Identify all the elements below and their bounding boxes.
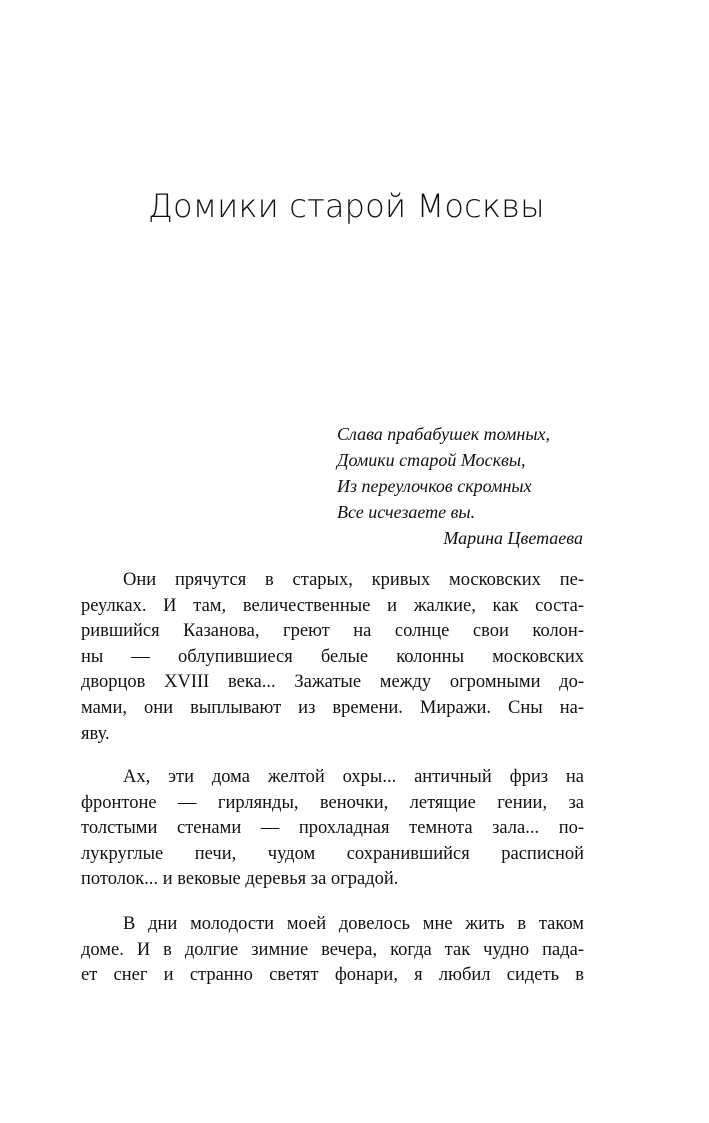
text-line: яву. <box>81 723 110 744</box>
epigraph-line: Все исчезаете вы. <box>337 502 476 522</box>
epigraph-line: Домики старой Москвы, <box>337 450 526 470</box>
text-line: лукруглые печи, чудом сохранившийся расписной <box>81 843 584 864</box>
paragraph-3 <box>81 912 584 989</box>
text-line: Они прячутся в старых, кривых московских пе- <box>123 570 584 590</box>
text-line: толстыми стенами — прохладная темнота зала... по- <box>81 818 584 839</box>
text-line: фронтоне — гирлянды, веночки, летящие гении, за <box>81 792 584 813</box>
text-line: потолок... и вековые деревья за оградой. <box>81 869 399 890</box>
text-line: дворцов XVIII века... Зажатые между огромными до- <box>81 672 584 693</box>
text-line: ет снег и странно светят фонари, я любил сидеть в <box>81 965 584 986</box>
text-line: Ах, эти дома желтой охры... античный фриз на <box>123 767 584 787</box>
epigraph <box>337 421 587 551</box>
text-line: реулках. И там, величественные и жалкие, как соста- <box>81 595 584 616</box>
chapter-title: Домики старой Москвы <box>148 187 545 226</box>
epigraph-line: Из переулочков скромных <box>337 476 532 496</box>
paragraph-2 <box>81 765 584 893</box>
text-line: доме. И в долгие зимние вечера, когда так чудно пада- <box>81 939 584 960</box>
text-line: В дни молодости моей довелось мне жить в таком <box>123 914 584 934</box>
text-line: рившийся Казанова, греют на солнце свои колон- <box>81 621 584 642</box>
paragraph-1 <box>81 568 584 747</box>
epigraph-author: Марина Цветаева <box>443 528 583 548</box>
text-line: ны — облупившиеся белые колонны московских <box>81 646 584 667</box>
text-line: мами, они выплывают из времени. Миражи. Сны на- <box>81 697 584 718</box>
epigraph-line: Слава прабабушек томных, <box>337 424 551 444</box>
